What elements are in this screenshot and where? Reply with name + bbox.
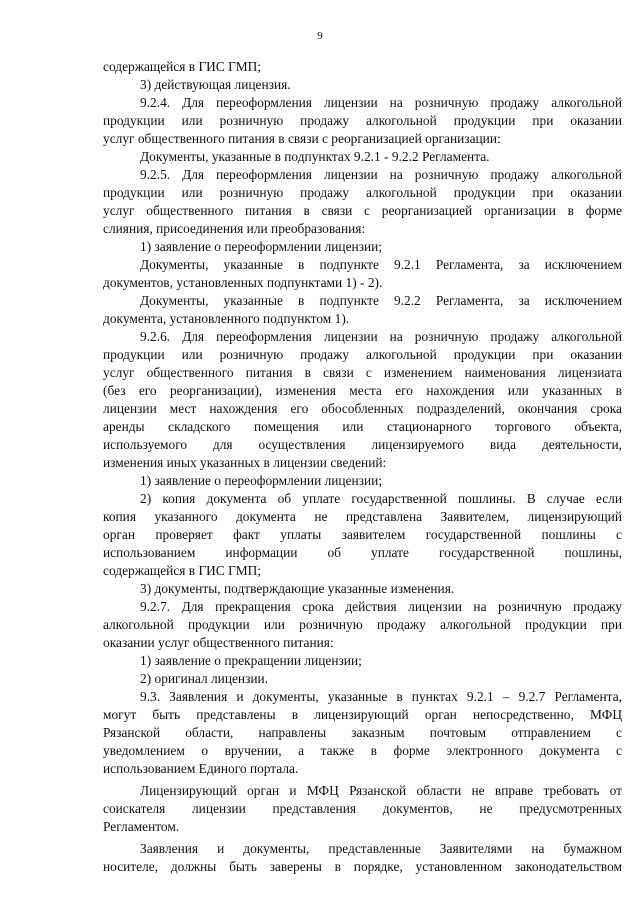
text-line: носителе, должны быть заверены в порядке, установленном законодательством [103,859,622,874]
text-line: Документы, указанные в подпунктах 9.2.1 - 9.2.2 Регламента. [140,149,490,164]
text-line: Заявления и документы, представленные Заявителями на бумажном [140,841,622,856]
text-line: содержащейся в ГИС ГМП; [103,563,261,578]
text-line: аренды складского помещения или стационарного торгового объекта, [103,419,622,434]
text-line: алкогольной продукции или розничную продажу алкогольной продукции при [103,617,622,632]
text-line: изменения иных указанных в лицензии сведений: [103,455,387,470]
text-line: 1) заявление о переоформлении лицензии; [140,239,383,254]
text-line: содержащейся в ГИС ГМП; [103,59,261,74]
text-line: используемого для осуществления лицензируемого вида деятельности, [103,437,622,452]
text-line: документа, установленного подпунктом 1). [103,311,350,326]
text-line: оказании услуг общественного питания: [103,635,334,650]
text-line: орган проверяет факт уплаты заявителем государственной пошлины с [103,527,622,542]
text-line: уведомлением о вручении, а также в форме электронного документа с [103,743,622,758]
text-line: копия указанного документа не представлена Заявителем, лицензирующий [103,509,622,524]
text-line: Документы, указанные в подпункте 9.2.2 Регламента, за исключением [140,293,622,308]
text-line: 1) заявление о переоформлении лицензии; [140,473,383,488]
text-line: 3) документы, подтверждающие указанные изменения. [140,581,455,596]
text-line: продукции или розничную продажу алкогольной продукции при оказании [103,347,622,362]
text-line: (без его реорганизации), изменения места его нахождения или указанных в [103,383,622,398]
text-line: 2) оригинал лицензии. [140,671,269,686]
text-line: Документы, указанные в подпункте 9.2.1 Регламента, за исключением [140,257,622,272]
text-line: могут быть представлены в лицензирующий орган непосредственно, МФЦ [103,707,622,722]
text-line: 9.2.7. Для прекращения срока действия лицензии на розничную продажу [140,599,622,614]
text-line: услуг общественного питания в связи с реорганизацией организации в форме [103,203,622,218]
text-line: соискателя лицензии представления документов, не предусмотренных [103,801,622,816]
text-line: 2) копия документа об уплате государственной пошлины. В случае если [140,491,622,506]
text-line: 1) заявление о прекращении лицензии; [140,653,362,668]
text-line: Лицензирующий орган и МФЦ Рязанской области не вправе требовать от [140,783,622,798]
text-line: использованием информации об уплате государственной пошлины, [103,545,622,560]
text-line: 9.2.5. Для переоформления лицензии на розничную продажу алкогольной [140,167,622,182]
text-line: Рязанской области, направлены заказным почтовым отправлением с [103,725,622,740]
text-line: использованием Единого портала. [103,761,299,776]
text-line: 9.3. Заявления и документы, указанные в пунктах 9.2.1 – 9.2.7 Регламента, [140,689,622,704]
text-line: продукции или розничную продажу алкогольной продукции при оказании [103,113,622,128]
text-line: услуг общественного питания в связи с реорганизацией организации: [103,131,501,146]
text-line: документов, установленных подпунктами 1) - 2). [103,275,383,290]
text-line: 3) действующая лицензия. [140,77,291,92]
text-line: продукции или розничную продажу алкогольной продукции при оказании [103,185,622,200]
page-number: 9 [317,30,323,42]
text-line: лицензии мест нахождения его обособленных подразделений, окончания срока [103,401,622,416]
text-line: слияния, присоединения или преобразования: [103,221,366,236]
text-line: услуг общественного питания в связи с изменением наименования лицензиата [103,365,622,380]
text-line: 9.2.6. Для переоформления лицензии на розничную продажу алкогольной [140,329,622,344]
text-line: 9.2.4. Для переоформления лицензии на розничную продажу алкогольной [140,95,622,110]
text-line: Регламентом. [103,819,180,834]
